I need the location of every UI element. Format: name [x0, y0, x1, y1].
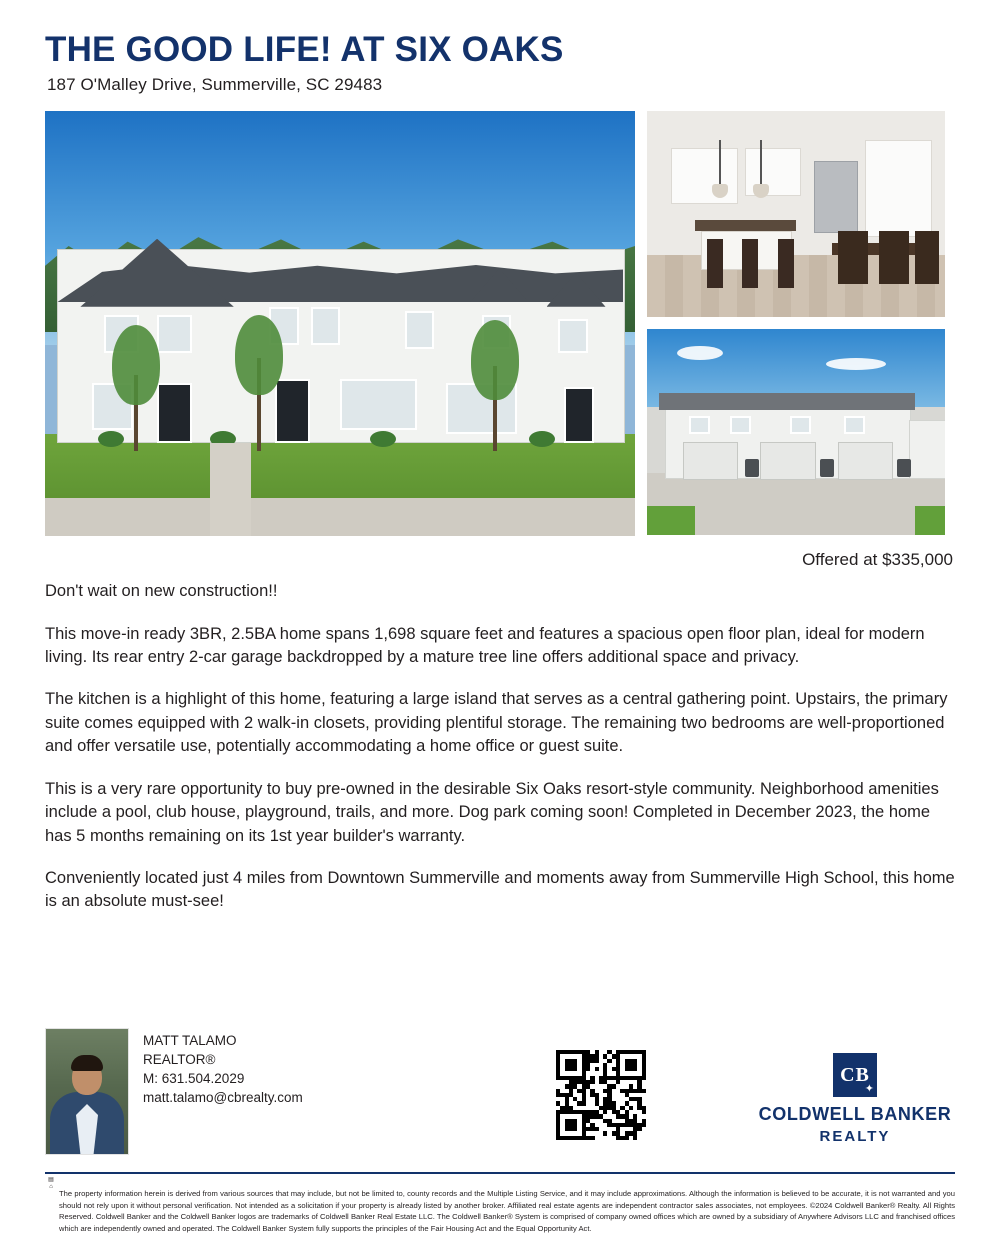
- rear-grass-right: [915, 506, 945, 535]
- rear-window-1: [689, 416, 710, 435]
- rear-building-far: [909, 420, 945, 480]
- dining-chair-2: [879, 231, 909, 285]
- window-upper-5: [405, 311, 435, 349]
- page-title: THE GOOD LIFE! AT SIX OAKS: [45, 30, 564, 69]
- front-walkway: [210, 443, 251, 537]
- photo-rear-garage: [647, 329, 945, 535]
- garage-door-1: [683, 442, 739, 479]
- agent-details: [143, 1028, 303, 1108]
- qr-code[interactable]: [556, 1050, 646, 1140]
- tree-left: [134, 375, 138, 452]
- entry-door-1: [157, 383, 192, 443]
- description-paragraph: The kitchen is a highlight of this home, featuring a large island that serves as a central gathering point. Upstairs, the primary suite comes equipped with 2 walk-in closets, providing plentiful storage. The remaining two bedrooms are well-proportioned and offer versatile use, potentially accommodating a home office or guest suite.: [45, 690, 948, 756]
- upper-cabinets-left: [671, 148, 739, 204]
- photo-gallery: [45, 111, 955, 536]
- island-counter: [695, 220, 796, 230]
- legal-disclaimer: The property information herein is derived from various sources that may include, but not be limited to, county records and the Multiple Listing Service, and it may include approximations. Although the information is believed to be accurate, it is not warranted and you should not rely upon it without personal verification. Not intended as a solicitation if your property is already listed by another broker. Affiliated real estate agents are independent contractor sales associates, not employees. ©2024 Coldwell Banker® Realty. All Rights Reserved. Coldwell Banker and the Coldwell Banker logos are trademarks of Coldwell Banker Real Estate LLC. The Coldwell Banker® System is comprised of company owned offices which are owned by a subsidiary of Anywhere Advisors LLC and franchised offices which are independently owned and operated. The Coldwell Banker System fully supports the principles of the Fair Housing Act and the Equal Opportunity Act.: [59, 1189, 955, 1233]
- bar-stool-1: [707, 239, 723, 288]
- property-address: 187 O'Malley Drive, Summerville, SC 29483: [47, 75, 383, 95]
- agent-title: REALTOR®: [143, 1052, 216, 1068]
- property-description: [45, 580, 955, 914]
- price-label: Offered at $335,000: [802, 550, 953, 570]
- qr-code-grid: [556, 1050, 646, 1140]
- bar-stool-3: [778, 239, 794, 288]
- trash-bin-1: [745, 459, 759, 477]
- agent-name: MATT TALAMO: [143, 1033, 237, 1048]
- rear-grass: [647, 506, 695, 535]
- brand-name: COLDWELL BANKER: [758, 1104, 952, 1124]
- qr-cell: [642, 1136, 646, 1140]
- entry-door-3: [564, 387, 594, 442]
- cloud-1: [677, 346, 723, 360]
- tree-right: [493, 366, 497, 451]
- brand-subname: REALTY: [819, 1128, 891, 1145]
- shrub-4: [529, 431, 555, 447]
- garage-door-3: [838, 442, 894, 479]
- window-lower-2: [340, 379, 417, 430]
- shrub-3: [370, 431, 396, 447]
- coldwell-banker-mark-icon: [833, 1053, 877, 1097]
- upper-cabinets-right: [865, 140, 933, 237]
- agent-phone[interactable]: M: 631.504.2029: [143, 1071, 245, 1087]
- photo-kitchen: [647, 111, 945, 317]
- realtor-icon: ▤: [48, 1177, 54, 1184]
- avatar-hair: [71, 1055, 103, 1071]
- window-upper-7: [558, 319, 588, 353]
- trash-bin-3: [897, 459, 911, 477]
- rear-window-3: [790, 416, 811, 435]
- rear-roof: [659, 393, 915, 409]
- refrigerator-icon: [814, 161, 858, 233]
- hero-photo-front-exterior: [45, 111, 635, 536]
- shrub-1: [98, 431, 124, 447]
- photo-column: [647, 111, 945, 536]
- bar-stool-2: [742, 239, 758, 288]
- star-icon: ✦: [864, 1083, 874, 1095]
- cloud-2: [826, 358, 886, 370]
- window-upper-2: [157, 315, 192, 353]
- cb-monogram: CB: [840, 1064, 870, 1086]
- agent-email[interactable]: matt.talamo@cbrealty.com: [143, 1090, 303, 1106]
- agent-card: [45, 1028, 303, 1155]
- pendant-light-2: [760, 140, 762, 185]
- brand-logo: [755, 1053, 955, 1145]
- dining-chair-1: [838, 231, 868, 285]
- tree-mid: [257, 358, 261, 452]
- avatar: [45, 1028, 129, 1155]
- description-paragraph: This move-in ready 3BR, 2.5BA home spans 1,698 square feet and features a spacious open floor plan, ideal for modern living. Its rear entry 2-car garage backdropped by a mature tree line offers additional space and privacy.: [45, 624, 925, 667]
- rear-window-2: [730, 416, 751, 435]
- description-paragraph: Don't wait on new construction!!: [45, 582, 278, 601]
- footer-divider: [45, 1172, 955, 1174]
- rear-window-4: [844, 416, 865, 435]
- pendant-light-1: [719, 140, 721, 185]
- garage-door-2: [760, 442, 816, 479]
- description-paragraph: Conveniently located just 4 miles from Downtown Summerville and moments away from Summerville High School, this home is an absolute must-see!: [45, 868, 955, 911]
- description-paragraph: This is a very rare opportunity to buy pre-owned in the desirable Six Oaks resort-style community. Neighborhood amenities include a pool, club house, playground, trails, and more. Dog park coming soon! Completed in December 2023, the home has 5 months remaining on its 1st year builder's warranty.: [45, 779, 939, 845]
- trash-bin-2: [820, 459, 834, 477]
- window-upper-4: [311, 307, 341, 345]
- sidewalk: [45, 498, 635, 536]
- dining-chair-3: [915, 231, 939, 285]
- equal-housing-opportunity-icon: ⌂: [49, 1183, 53, 1190]
- entry-door-2: [275, 379, 310, 443]
